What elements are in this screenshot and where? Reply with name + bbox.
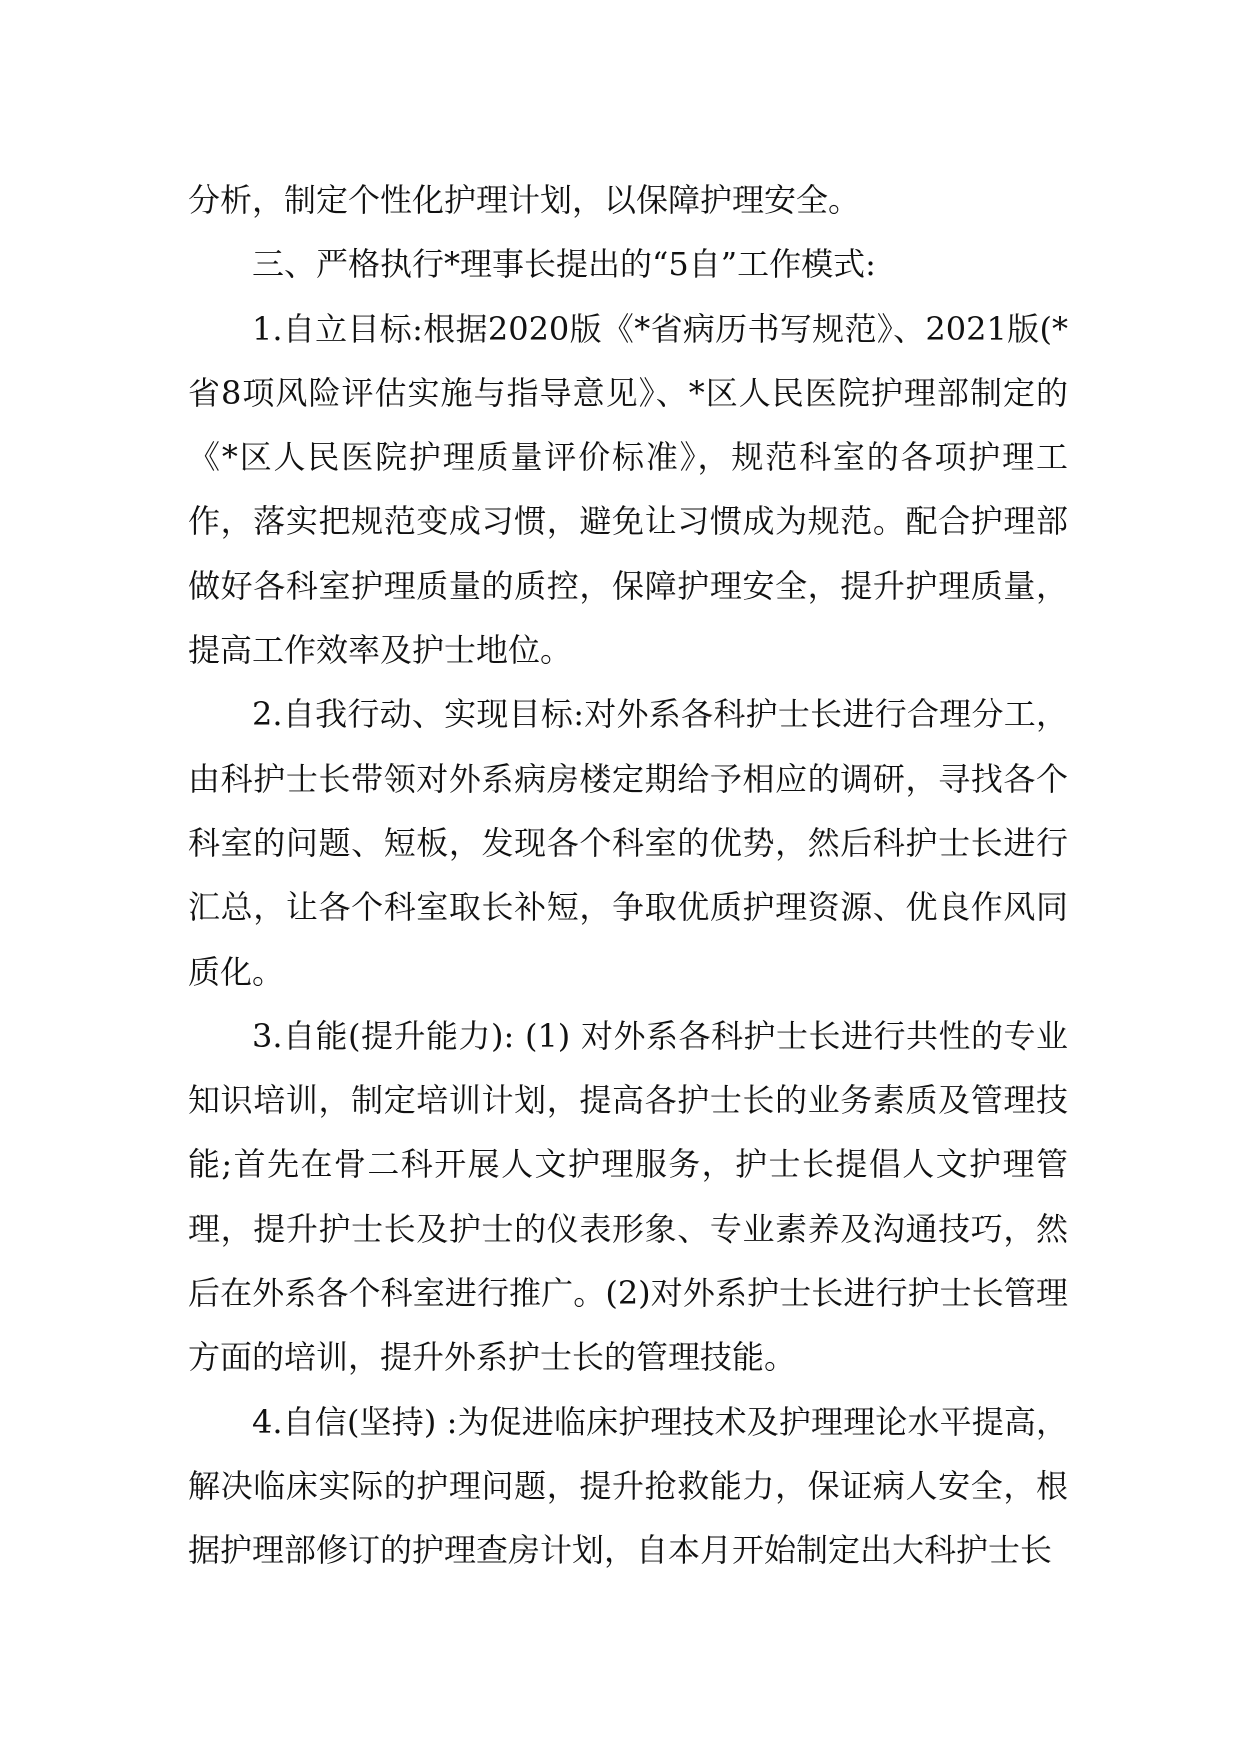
section-heading-three: 三、严格执行*理事长提出的“5自”工作模式:: [252, 245, 876, 284]
paragraph-item-2: 2.自我行动、实现目标:对外系各科护士长进行合理分工，由科护士长带领对外系病房楼定期给予相应的调研，寻找各个科室的问题、短板，发现各个科室的优势，然后科护士长进行汇总，让各个科室取长补短，争取优质护理资源、优良作风同质化。: [188, 695, 1068, 991]
paragraph-continuation: 分析，制定个性化护理计划，以保障护理安全。: [188, 181, 861, 219]
document-body: [188, 168, 1068, 1583]
paragraph-item-4: 4.自信(坚持) :为促进临床护理技术及护理理论水平提高，解决临床实际的护理问题，提升抢救能力，保证病人安全，根据护理部修订的护理查房计划，自本月开始制定出大科护士长: [188, 1402, 1068, 1570]
paragraph-item-1: 1.自立目标:根据2020版《*省病历书写规范》、2021版(*省8项风险评估实施与指导意见》、*区人民医院护理部制定的《*区人民医院护理质量评价标准》，规范科室的各项护理工作，落实把规范变成习惯，避免让习惯成为规范。配合护理部做好各科室护理质量的质控，保障护理安全，提升护理质量，提高工作效率及护士地位。: [188, 309, 1068, 670]
paragraph-item-3: 3.自能(提升能力): (1) 对外系各科护士长进行共性的专业知识培训，制定培训计划，提高各护士长的业务素质及管理技能;首先在骨二科开展人文护理服务，护士长提倡人文护理管理，提升护士长及护士的仪表形象、专业素养及沟通技巧，然后在外系各个科室进行推广。(2)对外系护士长进行护士长管理方面的培训，提升外系护士长的管理技能。: [188, 1016, 1068, 1377]
